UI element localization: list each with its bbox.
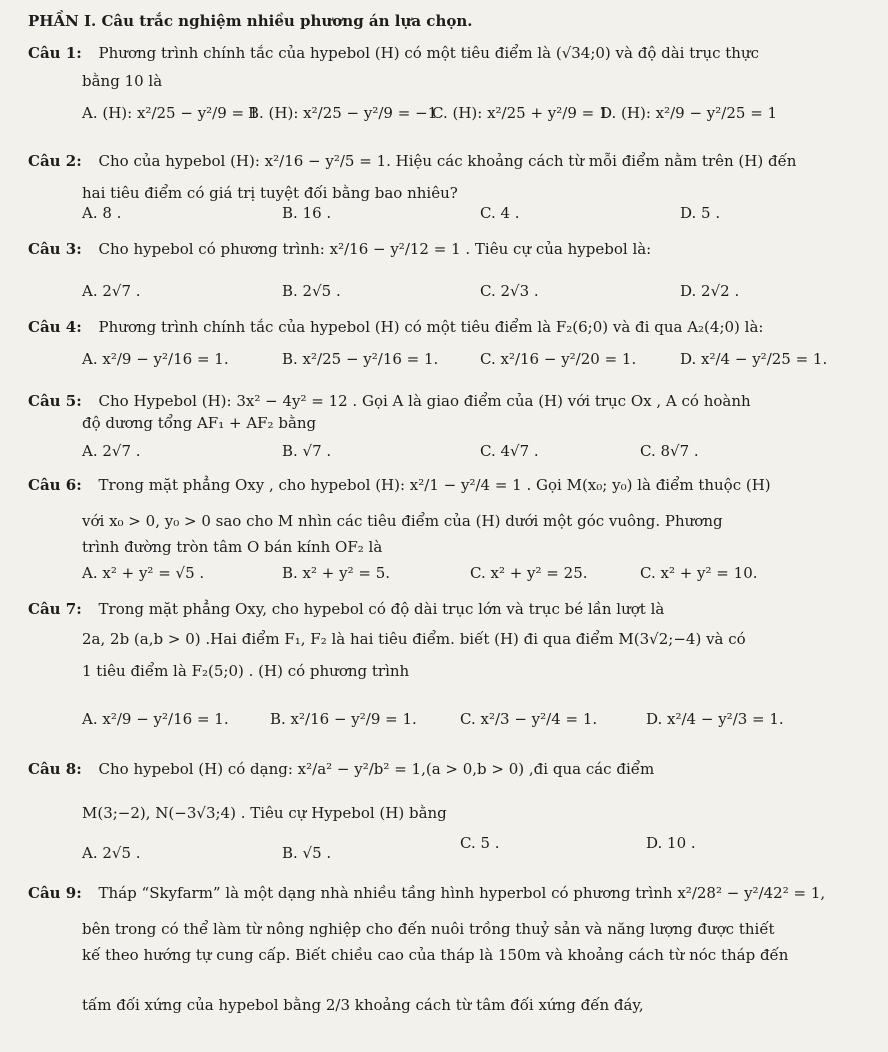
option-a[interactable]: A. 2√5 . [82, 844, 141, 862]
question-4 [28, 318, 763, 336]
option-a[interactable]: A. x²/9 − y²/16 = 1. [82, 350, 229, 368]
option-a[interactable]: A. 2√7 . [82, 442, 141, 460]
option-a[interactable]: A. 2√7 . [82, 282, 141, 300]
question-label: Câu 1: [28, 44, 82, 62]
option-b[interactable]: B. 2√5 . [282, 282, 341, 300]
question-5 [28, 392, 751, 410]
option-b[interactable]: B. (H): x²/25 − y²/9 = −1 [248, 104, 438, 122]
option-d[interactable]: C. 8√7 . [640, 442, 699, 460]
section-header: PHẦN I. Câu trắc nghiệm nhiều phương án lựa chọn. [28, 12, 473, 30]
question-text-cont-2: 1 tiêu điểm là F₂(5;0) . (H) có phương trình [82, 662, 410, 680]
question-label: Câu 6: [28, 476, 82, 494]
question-text: Cho Hypebol (H): 3x² − 4y² = 12 . Gọi A là giao điểm của (H) với trục Ox , A có hoành [98, 392, 751, 410]
question-text: Trong mặt phẳng Oxy , cho hypebol (H): x²/1 − y²/4 = 1 . Gọi M(x₀; y₀) là điểm thuộc (H) [98, 476, 771, 494]
question-2 [28, 152, 796, 170]
question-text: Cho hypebol (H) có dạng: x²/a² − y²/b² = 1,(a > 0,b > 0) ,đi qua các điểm [98, 760, 655, 778]
question-text: Phương trình chính tắc của hypebol (H) có một tiêu điểm là F₂(6;0) và đi qua A₂(4;0) là: [98, 318, 764, 336]
question-text: Tháp “Skyfarm” là một dạng nhà nhiều tầng hình hyperbol có phương trình x²/28² − y²/42² = 1, [98, 884, 826, 902]
question-text: Cho hypebol có phương trình: x²/16 − y²/12 = 1 . Tiêu cự của hypebol là: [98, 240, 652, 258]
option-c[interactable]: C. 4 . [480, 204, 520, 222]
question-label: Câu 2: [28, 152, 82, 170]
option-c[interactable]: C. 4√7 . [480, 442, 539, 460]
option-b[interactable]: B. 16 . [282, 204, 332, 222]
question-text: Cho của hypebol (H): x²/16 − y²/5 = 1. Hiệu các khoảng cách từ mỗi điểm nằm trên (H) đến [98, 152, 797, 170]
option-b[interactable]: B. √7 . [282, 442, 332, 460]
option-b[interactable]: B. x² + y² = 5. [282, 564, 391, 582]
question-3 [28, 240, 651, 258]
option-a[interactable]: A. 8 . [82, 204, 122, 222]
question-9 [28, 884, 825, 902]
question-text-cont: hai tiêu điểm có giá trị tuyệt đối bằng bao nhiêu? [82, 184, 458, 202]
option-d[interactable]: D. (H): x²/9 − y²/25 = 1 [600, 104, 778, 122]
option-d[interactable]: D. 5 . [680, 204, 721, 222]
question-text-cont: độ dương tổng AF₁ + AF₂ bằng [82, 414, 317, 432]
question-7 [28, 600, 664, 618]
option-d[interactable]: D. x²/4 − y²/25 = 1. [680, 350, 828, 368]
question-label: Câu 8: [28, 760, 82, 778]
question-text-cont: với x₀ > 0, y₀ > 0 sao cho M nhìn các tiêu điểm của (H) dưới một góc vuông. Phương [82, 512, 723, 530]
option-c[interactable]: C. (H): x²/25 + y²/9 = 1 [432, 104, 609, 122]
question-label: Câu 4: [28, 318, 82, 336]
option-c[interactable]: C. 2√3 . [480, 282, 539, 300]
question-label: Câu 9: [28, 884, 82, 902]
question-text-cont: 2a, 2b (a,b > 0) .Hai điểm F₁, F₂ là hai tiêu điểm. biết (H) đi qua điểm M(3√2;−4) và có [82, 630, 746, 648]
question-text: Trong mặt phẳng Oxy, cho hypebol có độ dài trục lớn và trục bé lần lượt là [98, 600, 665, 618]
question-label: Câu 3: [28, 240, 82, 258]
option-d[interactable]: D. x²/4 − y²/3 = 1. [646, 710, 784, 728]
question-8 [28, 760, 654, 778]
question-text: Phương trình chính tắc của hypebol (H) có một tiêu điểm là (√34;0) và độ dài trục thực [98, 44, 760, 62]
option-b[interactable]: B. x²/16 − y²/9 = 1. [270, 710, 417, 728]
question-1 [28, 44, 759, 62]
option-c[interactable]: C. x²/3 − y²/4 = 1. [460, 710, 598, 728]
question-text-cont: bên trong có thể làm từ nông nghiệp cho đến nuôi trồng thuỷ sản và năng lượng được thiết [82, 920, 775, 938]
question-text-cont: M(3;−2), N(−3√3;4) . Tiêu cự Hypebol (H) bằng [82, 804, 447, 822]
question-6 [28, 476, 771, 494]
option-d[interactable]: C. x² + y² = 10. [640, 564, 758, 582]
option-b[interactable]: B. √5 . [282, 844, 332, 862]
question-text-cont-2: trình đường tròn tâm O bán kính OF₂ là [82, 538, 383, 556]
option-d[interactable]: D. 2√2 . [680, 282, 740, 300]
option-c[interactable]: C. x²/16 − y²/20 = 1. [480, 350, 637, 368]
option-c[interactable]: C. x² + y² = 25. [470, 564, 588, 582]
question-label: Câu 5: [28, 392, 82, 410]
question-text-cont-2: kế theo hướng tự cung cấp. Biết chiều cao của tháp là 150m và khoảng cách từ nóc tháp đến [82, 946, 789, 964]
question-text-cont: bằng 10 là [82, 72, 163, 90]
option-a[interactable]: A. x²/9 − y²/16 = 1. [82, 710, 229, 728]
option-a[interactable]: A. (H): x²/25 − y²/9 = 1 [82, 104, 259, 122]
option-a[interactable]: A. x² + y² = √5 . [82, 564, 205, 582]
question-label: Câu 7: [28, 600, 82, 618]
option-d[interactable]: D. 10 . [646, 834, 696, 852]
question-text-cont-3: tấm đối xứng của hypebol bằng 2/3 khoảng cách từ tâm đối xứng đến đáy, [82, 996, 644, 1014]
option-b[interactable]: B. x²/25 − y²/16 = 1. [282, 350, 439, 368]
option-c[interactable]: C. 5 . [460, 834, 500, 852]
